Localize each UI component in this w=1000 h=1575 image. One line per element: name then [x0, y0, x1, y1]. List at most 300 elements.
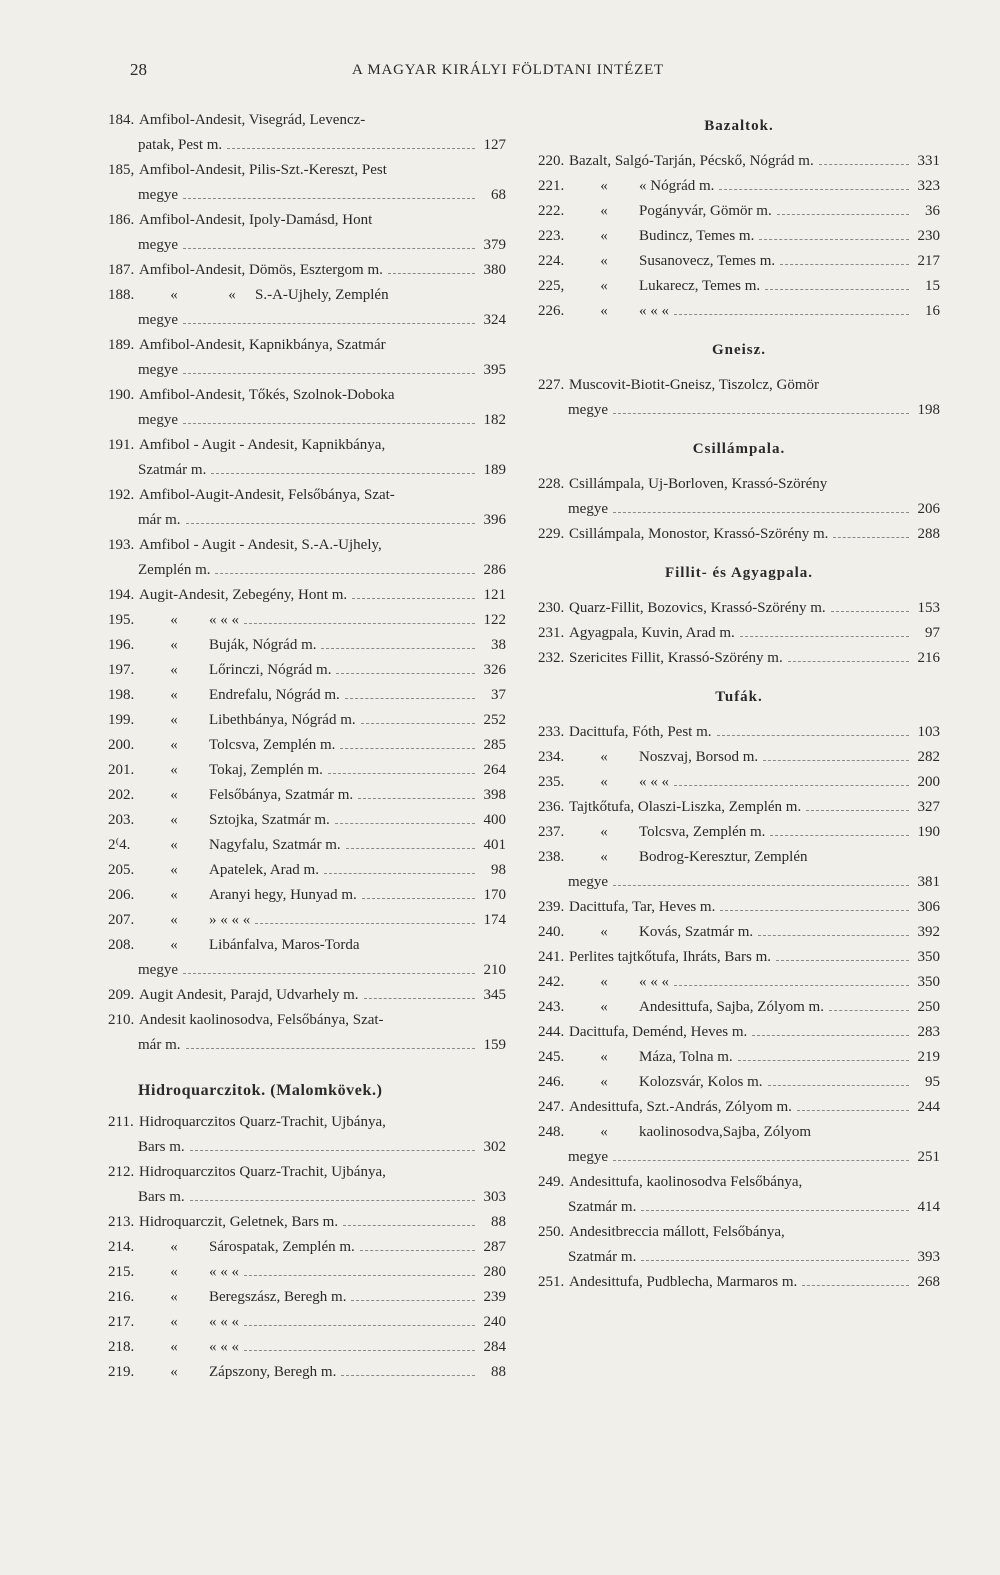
entry-line	[108, 633, 506, 658]
dot-leader	[328, 773, 475, 774]
entry-text: Noszvaj, Borsod m.	[639, 749, 759, 765]
entry-line	[108, 1160, 506, 1185]
entry-text: Dacittufa, Fóth, Pest m.	[569, 724, 712, 740]
dot-leader	[829, 1010, 909, 1011]
entry-reference-number: 159	[483, 1037, 506, 1053]
dot-leader	[183, 248, 475, 249]
entry-reference-number: 414	[917, 1199, 940, 1215]
catalog-entry	[108, 333, 506, 383]
entry-reference-number: 98	[491, 862, 506, 878]
catalog-entry	[538, 1220, 940, 1270]
catalog-entry	[108, 808, 506, 833]
entry-number: 208.	[108, 937, 135, 953]
ditto-mark: «	[170, 912, 178, 928]
dot-leader	[674, 314, 909, 315]
entry-reference-number: 392	[917, 924, 940, 940]
catalog-entry	[538, 770, 940, 795]
entry-line	[538, 472, 940, 497]
entry-text: Lukarecz, Temes m.	[639, 278, 761, 294]
ditto-mark: «	[170, 637, 178, 653]
entry-number: 212.	[108, 1164, 135, 1180]
catalog-entry	[108, 283, 506, 333]
dot-leader	[752, 1035, 909, 1036]
ditto-mark: «	[170, 687, 178, 703]
entry-number: 222.	[538, 203, 565, 219]
section-heading: Fillit- és Agyagpala.	[664, 565, 814, 581]
entry-reference-number: 286	[483, 562, 506, 578]
entry-number: 250.	[538, 1224, 565, 1240]
dot-leader	[345, 698, 475, 699]
catalog-entry	[538, 149, 940, 174]
ditto-mark: «	[228, 287, 236, 303]
entry-number: 226.	[538, 303, 565, 319]
dot-leader	[674, 785, 909, 786]
entry-text: Quarz-Fillit, Bozovics, Krassó-Szörény m.	[569, 600, 826, 616]
dot-leader	[833, 537, 909, 538]
entry-text: « « «	[209, 1314, 239, 1330]
entry-number: 210.	[108, 1012, 135, 1028]
catalog-entry	[108, 383, 506, 433]
entry-text: Sztojka, Szatmár m.	[209, 812, 330, 828]
catalog-entry	[108, 908, 506, 933]
dot-leader	[352, 598, 475, 599]
section-heading: Bazaltok.	[704, 118, 774, 134]
entry-reference-number: 350	[917, 974, 940, 990]
entry-continuation-line	[538, 1245, 940, 1270]
entry-text: Amfibol-Augit-Andesit, Felsőbánya, Szat-	[139, 487, 395, 503]
entry-reference-number: 16	[925, 303, 940, 319]
entry-text: Máza, Tolna m.	[639, 1049, 733, 1065]
entry-text: Hidroquarczitos Quarz-Trachit, Ujbánya,	[139, 1114, 386, 1130]
entry-number: 187.	[108, 262, 135, 278]
entry-number: 203.	[108, 812, 135, 828]
entry-text: Andesit kaolinosodva, Felsőbánya, Szat-	[139, 1012, 384, 1028]
entry-line	[108, 733, 506, 758]
entry-line	[538, 1070, 940, 1095]
catalog-entry	[538, 945, 940, 970]
dot-leader	[770, 835, 909, 836]
ditto-mark: «	[170, 612, 178, 628]
entry-number: 201.	[108, 762, 135, 778]
catalog-entry	[108, 733, 506, 758]
entry-text: Amfibol-Andesit, Ipoly-Damásd, Hont	[139, 212, 373, 228]
entry-line	[108, 158, 506, 183]
catalog-entry	[108, 583, 506, 608]
entry-line	[538, 522, 940, 547]
catalog-entry	[538, 1270, 940, 1295]
ditto-mark: «	[600, 999, 608, 1015]
dot-leader	[190, 1150, 475, 1151]
entry-reference-number: 401	[483, 837, 506, 853]
entry-line	[108, 708, 506, 733]
entry-line	[538, 895, 940, 920]
entry-line	[538, 1045, 940, 1070]
entry-text: Csillámpala, Monostor, Krassó-Szörény m.	[569, 526, 829, 542]
dot-leader	[351, 1300, 475, 1301]
entry-text: Budincz, Temes m.	[639, 228, 755, 244]
catalog-entry	[538, 1095, 940, 1120]
catalog-entry	[108, 858, 506, 883]
entry-reference-number: 395	[483, 362, 506, 378]
catalog-entry	[108, 933, 506, 983]
entry-number: 207.	[108, 912, 135, 928]
entry-line	[538, 373, 940, 398]
entry-reference-number: 326	[483, 662, 506, 678]
entry-number: 202.	[108, 787, 135, 803]
entry-text: Felsőbánya, Szatmár m.	[209, 787, 354, 803]
entry-line	[538, 1120, 940, 1145]
entry-reference-number: 288	[917, 526, 940, 542]
entry-text: Beregszász, Beregh m.	[209, 1289, 347, 1305]
entry-line	[538, 621, 940, 646]
catalog-entry	[538, 845, 940, 895]
entry-text: « « «	[639, 774, 669, 790]
entry-line	[108, 758, 506, 783]
catalog-entry	[538, 820, 940, 845]
catalog-entry	[108, 883, 506, 908]
catalog-entry	[538, 373, 940, 423]
catalog-entry	[108, 683, 506, 708]
entry-text: Amfibol-Andesit, Visegrád, Levencz-	[139, 112, 366, 128]
entry-text: Amfibol-Andesit, Dömös, Esztergom m.	[139, 262, 383, 278]
entry-number: 186.	[108, 212, 135, 228]
entry-line	[538, 945, 940, 970]
entry-text: megye	[138, 312, 178, 328]
entry-line	[538, 1220, 940, 1245]
entry-number: 217.	[108, 1314, 135, 1330]
entry-number: 244.	[538, 1024, 565, 1040]
entry-number: 189.	[108, 337, 135, 353]
dot-leader	[674, 985, 909, 986]
entry-text: Bazalt, Salgó-Tarján, Pécskő, Nógrád m.	[569, 153, 814, 169]
catalog-entry	[108, 483, 506, 533]
dot-leader	[341, 1375, 475, 1376]
entry-reference-number: 15	[925, 278, 940, 294]
entry-text: Szatmár m.	[568, 1199, 637, 1215]
dot-leader	[738, 1060, 909, 1061]
catalog-entry	[538, 522, 940, 547]
entry-number: 220.	[538, 153, 565, 169]
entry-line	[108, 283, 506, 308]
entry-reference-number: 239	[483, 1289, 506, 1305]
dot-leader	[720, 910, 909, 911]
catalog-entry	[108, 1260, 506, 1285]
entry-text: « Nógrád m.	[639, 178, 715, 194]
entry-line	[108, 1335, 506, 1360]
entry-text: Nagyfalu, Szatmár m.	[209, 837, 341, 853]
entry-text: Zápszony, Beregh m.	[209, 1364, 337, 1380]
catalog-entry	[538, 224, 940, 249]
entry-reference-number: 252	[483, 712, 506, 728]
entry-line	[108, 1235, 506, 1260]
ditto-mark: «	[170, 787, 178, 803]
entry-line	[108, 1310, 506, 1335]
entry-reference-number: 331	[917, 153, 940, 169]
dot-leader	[613, 413, 909, 414]
entry-line	[538, 795, 940, 820]
entry-text: megye	[568, 501, 608, 517]
entry-text: megye	[138, 187, 178, 203]
entry-reference-number: 302	[483, 1139, 506, 1155]
entry-text: megye	[138, 237, 178, 253]
entry-continuation-line	[538, 1145, 940, 1170]
entry-reference-number: 127	[483, 137, 506, 153]
entry-number: 188.	[108, 287, 135, 303]
entry-line	[538, 224, 940, 249]
catalog-entry	[108, 633, 506, 658]
entry-number: 224.	[538, 253, 565, 269]
entry-reference-number: 230	[917, 228, 940, 244]
entry-text: Andesittufa, kaolinosodva Felsőbánya,	[569, 1174, 803, 1190]
dot-leader	[765, 289, 909, 290]
section-heading: Tufák.	[715, 689, 763, 705]
ditto-mark: «	[600, 228, 608, 244]
entry-continuation-line	[108, 408, 506, 433]
entry-reference-number: 200	[917, 774, 940, 790]
catalog-entry	[538, 274, 940, 299]
ditto-mark: «	[170, 737, 178, 753]
entry-line	[108, 333, 506, 358]
entry-text: megye	[138, 962, 178, 978]
entry-reference-number: 174	[483, 912, 506, 928]
dot-leader	[190, 1200, 475, 1201]
running-title: A MAGYAR KIRÁLYI FÖLDTANI INTÉZET	[352, 62, 665, 78]
entry-reference-number: 121	[483, 587, 506, 603]
entry-line	[538, 995, 940, 1020]
entry-reference-number: 103	[917, 724, 940, 740]
entry-line	[108, 783, 506, 808]
entry-line	[108, 208, 506, 233]
entry-reference-number: 170	[483, 887, 506, 903]
catalog-entry	[538, 1020, 940, 1045]
entry-line	[108, 608, 506, 633]
ditto-mark: «	[600, 303, 608, 319]
entry-reference-number: 396	[483, 512, 506, 528]
entry-text: Libethbánya, Nógrád m.	[209, 712, 356, 728]
dot-leader	[215, 573, 475, 574]
entry-text: Perlites tajtkőtufa, Ihráts, Bars m.	[569, 949, 772, 965]
entry-number: 193.	[108, 537, 135, 553]
dot-leader	[340, 748, 475, 749]
catalog-entry	[108, 833, 506, 858]
entry-line	[538, 299, 940, 324]
dot-leader	[244, 1275, 475, 1276]
entry-text: Tolcsva, Zemplén m.	[209, 737, 336, 753]
entry-text: Lőrinczi, Nógrád m.	[209, 662, 332, 678]
entry-line	[538, 1170, 940, 1195]
section-heading: Hidroquarczitok. (Malomkövek.)	[138, 1082, 383, 1099]
entry-line	[538, 149, 940, 174]
entry-text: Sárospatak, Zemplén m.	[209, 1239, 355, 1255]
entry-reference-number: 97	[925, 625, 940, 641]
catalog-entry	[108, 1235, 506, 1260]
dot-leader	[719, 189, 909, 190]
entry-text: Kolozsvár, Kolos m.	[639, 1074, 763, 1090]
entry-number: 231.	[538, 625, 565, 641]
dot-leader	[717, 735, 910, 736]
entry-reference-number: 88	[491, 1364, 506, 1380]
entry-number: 185,	[108, 162, 135, 178]
catalog-entry	[538, 1045, 940, 1070]
catalog-entry	[108, 533, 506, 583]
dot-leader	[335, 823, 475, 824]
catalog-entry	[108, 108, 506, 158]
catalog-entry	[108, 1210, 506, 1235]
entry-text: Kovás, Szatmár m.	[639, 924, 754, 940]
entry-reference-number: 287	[483, 1239, 506, 1255]
entry-reference-number: 190	[917, 824, 940, 840]
catalog-entry	[538, 745, 940, 770]
dot-leader	[364, 998, 475, 999]
section-heading: Csillámpala.	[692, 441, 786, 457]
entry-reference-number: 284	[483, 1339, 506, 1355]
entry-continuation-line	[538, 1195, 940, 1220]
entry-line	[108, 383, 506, 408]
catalog-entry	[108, 1285, 506, 1310]
catalog-entry	[108, 1110, 506, 1160]
catalog-entry	[108, 1360, 506, 1385]
catalog-entry	[538, 249, 940, 274]
entry-text: Amfibol-Andesit, Kapnikbánya, Szatmár	[139, 337, 386, 353]
dot-leader	[183, 973, 475, 974]
page-header	[130, 60, 920, 88]
entry-text: megye	[568, 874, 608, 890]
entry-continuation-line	[108, 958, 506, 983]
entry-text: Amfibol - Augit - Andesit, Kapnikbánya,	[139, 437, 386, 453]
entry-line	[108, 1260, 506, 1285]
catalog-entry	[538, 472, 940, 522]
catalog-entry	[108, 433, 506, 483]
entry-reference-number: 393	[917, 1249, 940, 1265]
dot-leader	[641, 1260, 909, 1261]
entry-text: Aranyi hegy, Hunyad m.	[209, 887, 357, 903]
ditto-mark: «	[600, 1074, 608, 1090]
dot-leader	[776, 960, 909, 961]
entry-reference-number: 153	[917, 600, 940, 616]
entry-line	[538, 274, 940, 299]
entry-number: 223.	[538, 228, 565, 244]
ditto-mark: «	[170, 712, 178, 728]
entry-reference-number: 306	[917, 899, 940, 915]
entry-text: Andesitbreccia mállott, Felsőbánya,	[569, 1224, 785, 1240]
catalog-entry	[538, 920, 940, 945]
entry-text: Amfibol-Andesit, Tőkés, Szolnok-Doboka	[139, 387, 395, 403]
entry-number: 245.	[538, 1049, 565, 1065]
dot-leader	[183, 423, 475, 424]
entry-line	[538, 249, 940, 274]
entry-number: 225,	[538, 278, 565, 294]
entry-text: Bodrog-Keresztur, Zemplén	[639, 849, 808, 865]
catalog-entry	[108, 158, 506, 208]
catalog-entry	[538, 1170, 940, 1220]
entry-line	[108, 1008, 506, 1033]
entry-reference-number: 285	[483, 737, 506, 753]
entry-number: 199.	[108, 712, 135, 728]
entry-reference-number: 280	[483, 1264, 506, 1280]
ditto-mark: «	[170, 1289, 178, 1305]
dot-leader	[358, 798, 475, 799]
entry-reference-number: 240	[483, 1314, 506, 1330]
catalog-entry	[108, 1008, 506, 1058]
entry-number: 221.	[538, 178, 565, 194]
ditto-mark: «	[600, 1049, 608, 1065]
entry-number: 197.	[108, 662, 135, 678]
catalog-entry	[108, 1310, 506, 1335]
entry-text: Agyagpala, Kuvin, Arad m.	[569, 625, 735, 641]
dot-leader	[321, 648, 475, 649]
page-number: 28	[130, 60, 147, 79]
ditto-mark: «	[170, 1364, 178, 1380]
entry-reference-number: 250	[917, 999, 940, 1015]
dot-leader	[759, 239, 909, 240]
entry-number: 184.	[108, 112, 135, 128]
entry-continuation-line	[108, 1033, 506, 1058]
entry-reference-number: 217	[917, 253, 940, 269]
entry-line	[108, 483, 506, 508]
ditto-mark: «	[170, 662, 178, 678]
entry-line	[108, 433, 506, 458]
catalog-entry	[538, 1070, 940, 1095]
ditto-mark: «	[600, 253, 608, 269]
dot-leader	[768, 1085, 909, 1086]
right-column	[538, 108, 940, 1295]
entry-text: Muscovit-Biotit-Gneisz, Tiszolcz, Gömör	[569, 377, 819, 393]
entry-number: 227.	[538, 377, 565, 393]
catalog-entry	[108, 258, 506, 283]
entry-number: 235.	[538, 774, 565, 790]
dot-leader	[211, 473, 475, 474]
entry-number: 190.	[108, 387, 135, 403]
entry-text: Amfibol - Augit - Andesit, S.-A.-Ujhely,	[139, 537, 382, 553]
entry-text: Amfibol-Andesit, Pilis-Szt.-Kereszt, Pest	[139, 162, 387, 178]
entry-line	[538, 1095, 940, 1120]
entry-line	[108, 658, 506, 683]
ditto-mark: «	[600, 178, 608, 194]
entry-reference-number: 381	[917, 874, 940, 890]
entry-continuation-line	[108, 233, 506, 258]
entry-reference-number: 189	[483, 462, 506, 478]
catalog-entry	[108, 608, 506, 633]
entry-line	[538, 820, 940, 845]
entry-reference-number: 122	[483, 612, 506, 628]
entry-reference-number: 182	[483, 412, 506, 428]
entry-reference-number: 37	[491, 687, 506, 703]
dot-leader	[613, 512, 909, 513]
dot-leader	[763, 760, 909, 761]
entry-text: Bars m.	[138, 1139, 185, 1155]
entry-number: 218.	[108, 1339, 135, 1355]
ditto-mark: «	[170, 812, 178, 828]
entry-line	[538, 920, 940, 945]
catalog-entry	[108, 758, 506, 783]
entry-text: Tajtkőtufa, Olaszi-Liszka, Zemplén m.	[569, 799, 802, 815]
catalog-entry	[538, 970, 940, 995]
entry-reference-number: 264	[483, 762, 506, 778]
entry-line	[108, 1360, 506, 1385]
dot-leader	[244, 1350, 475, 1351]
catalog-entry	[108, 658, 506, 683]
left-column	[108, 108, 506, 1385]
entry-number: 237.	[538, 824, 565, 840]
entry-reference-number: 350	[917, 949, 940, 965]
entry-line	[108, 258, 506, 283]
entry-reference-number: 251	[917, 1149, 940, 1165]
catalog-entry	[538, 621, 940, 646]
entry-reference-number: 219	[917, 1049, 940, 1065]
entry-continuation-line	[108, 133, 506, 158]
entry-text: Susanovecz, Temes m.	[639, 253, 776, 269]
entry-number: 229.	[538, 526, 565, 542]
